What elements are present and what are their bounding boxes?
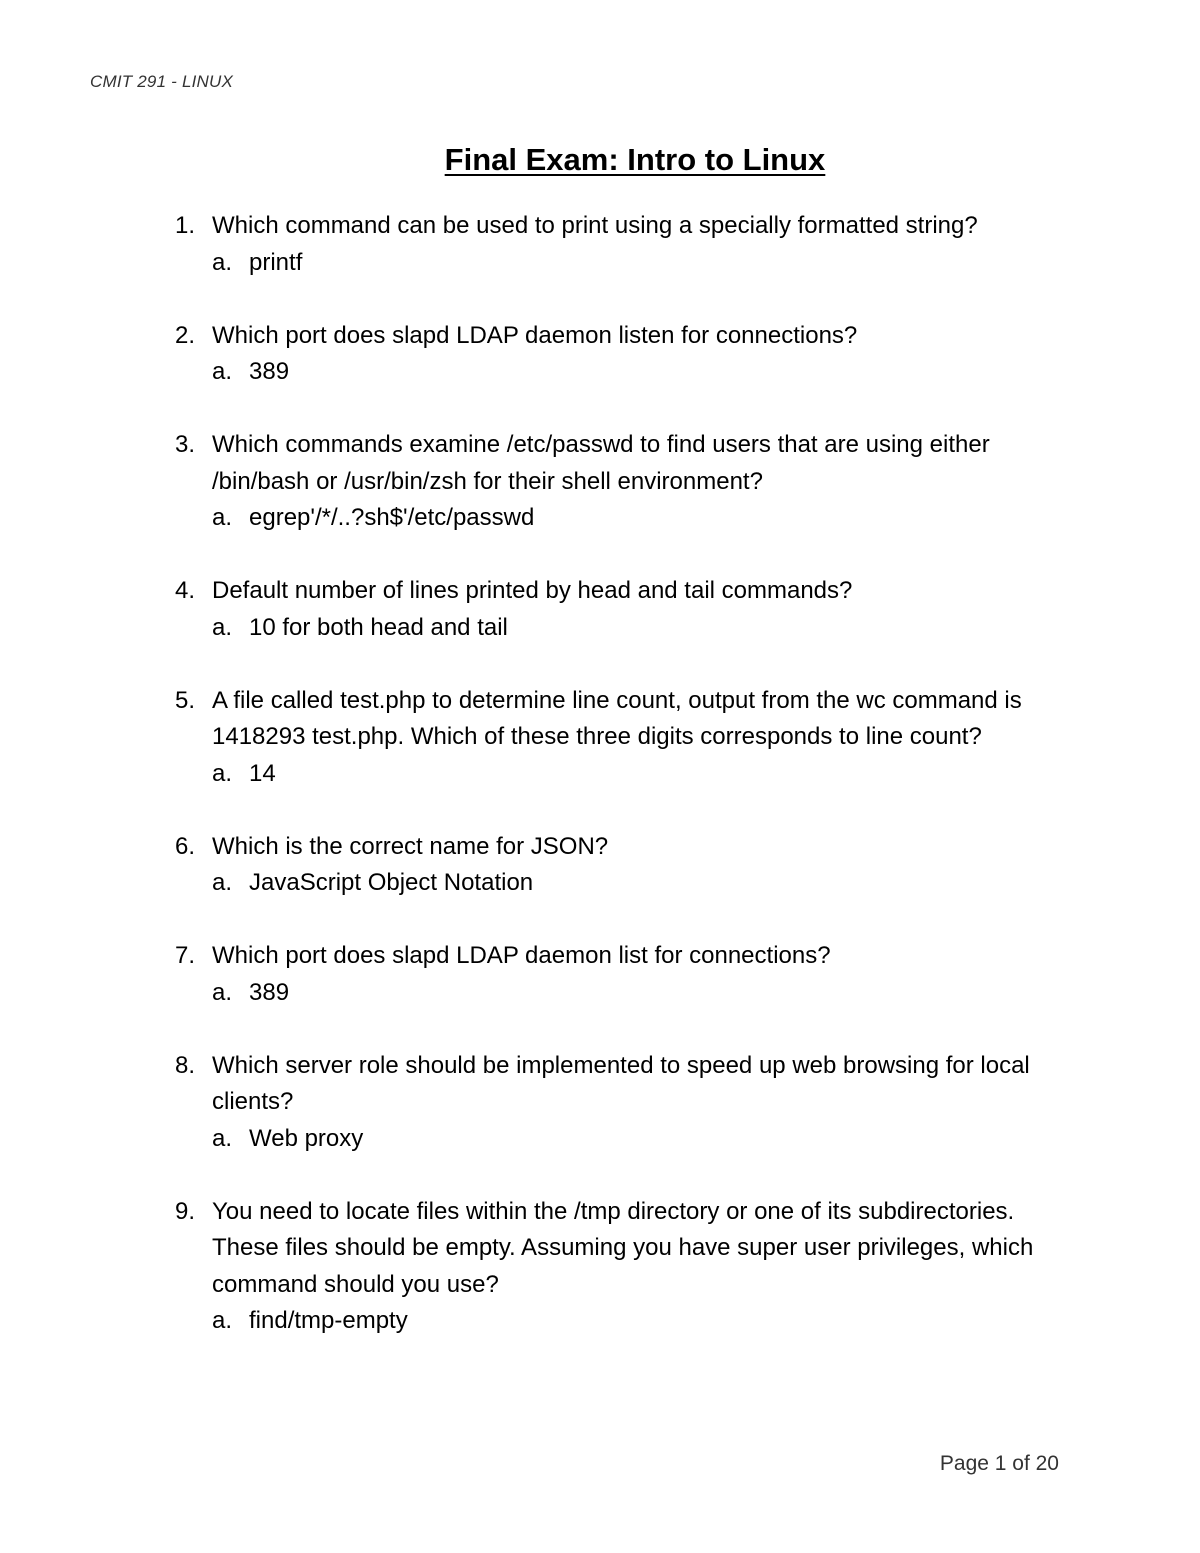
question-text: Which commands examine /etc/passwd to find users that are using either /bin/bash or /usr/bin/zsh for their shell environment?	[212, 431, 990, 495]
answer-item	[212, 865, 1055, 902]
question-number: 5.	[175, 686, 196, 714]
question-item	[175, 573, 1055, 646]
question-number: 1.	[175, 212, 196, 239]
course-label: CMIT 291 - LINUX	[90, 72, 234, 91]
answer-letter: a.	[212, 1124, 233, 1152]
answer-text: printf	[249, 248, 303, 276]
question-number: 8.	[175, 1051, 196, 1079]
question-item	[175, 829, 1055, 902]
answer-text: find/tmp-empty	[249, 1307, 408, 1334]
answer-item	[212, 1303, 1055, 1340]
page-title: Final Exam: Intro to Linux	[444, 142, 826, 177]
answer-letter: a.	[212, 504, 233, 531]
answer-item	[212, 500, 1055, 537]
question-item	[175, 318, 1055, 391]
question-number: 4.	[175, 577, 196, 604]
answer-text: Web proxy	[249, 1124, 364, 1152]
question-text: Which is the correct name for JSON?	[212, 832, 609, 860]
question-text: Which server role should be implemented to speed up web browsing for local clients?	[212, 1051, 1030, 1115]
question-number: 6.	[175, 832, 196, 860]
page-number: Page 1 of 20	[939, 1452, 1059, 1475]
question-item	[175, 208, 1055, 281]
answer-item	[212, 245, 1055, 282]
answer-letter: a.	[212, 869, 233, 896]
answer-text: 10 for both head and tail	[249, 613, 508, 641]
question-text: Which port does slapd LDAP daemon listen for connections?	[212, 321, 858, 349]
answer-text: 14	[249, 759, 276, 787]
question-text: Which port does slapd LDAP daemon list for connections?	[212, 942, 831, 969]
question-number: 3.	[175, 431, 196, 458]
answer-item	[212, 756, 1055, 793]
question-text: You need to locate files within the /tmp directory or one of its subdirectories. These files should be empty. Assuming you have super user privileges, which command should you use?	[212, 1197, 1034, 1298]
answer-text: 389	[249, 358, 290, 385]
answer-letter: a.	[212, 358, 233, 385]
question-text: A file called test.php to determine line count, output from the wc command is 1418293 test.php. Which of these three digits corresponds to line count?	[212, 686, 1022, 750]
answer-letter: a.	[212, 1307, 233, 1334]
question-item	[175, 1048, 1055, 1158]
question-item	[175, 427, 1055, 537]
question-text: Default number of lines printed by head and tail commands?	[212, 577, 853, 604]
question-number: 2.	[175, 321, 196, 349]
answer-item	[212, 610, 1055, 647]
answer-text: 389	[249, 978, 290, 1006]
question-number: 9.	[175, 1197, 196, 1225]
answer-text: JavaScript Object Notation	[249, 869, 534, 896]
question-item	[175, 1194, 1055, 1340]
answer-item	[212, 354, 1055, 391]
answer-letter: a.	[212, 759, 233, 787]
answer-item	[212, 1121, 1055, 1158]
question-item	[175, 683, 1055, 793]
answer-letter: a.	[212, 613, 233, 641]
question-number: 7.	[175, 942, 196, 969]
answer-letter: a.	[212, 978, 233, 1006]
answer-item	[212, 975, 1055, 1012]
question-text: Which command can be used to print using a specially formatted string?	[212, 212, 978, 239]
answer-letter: a.	[212, 248, 233, 276]
question-item	[175, 938, 1055, 1011]
answer-text: egrep'/*/..?sh$'/etc/passwd	[249, 504, 535, 531]
question-list	[175, 208, 1055, 1376]
